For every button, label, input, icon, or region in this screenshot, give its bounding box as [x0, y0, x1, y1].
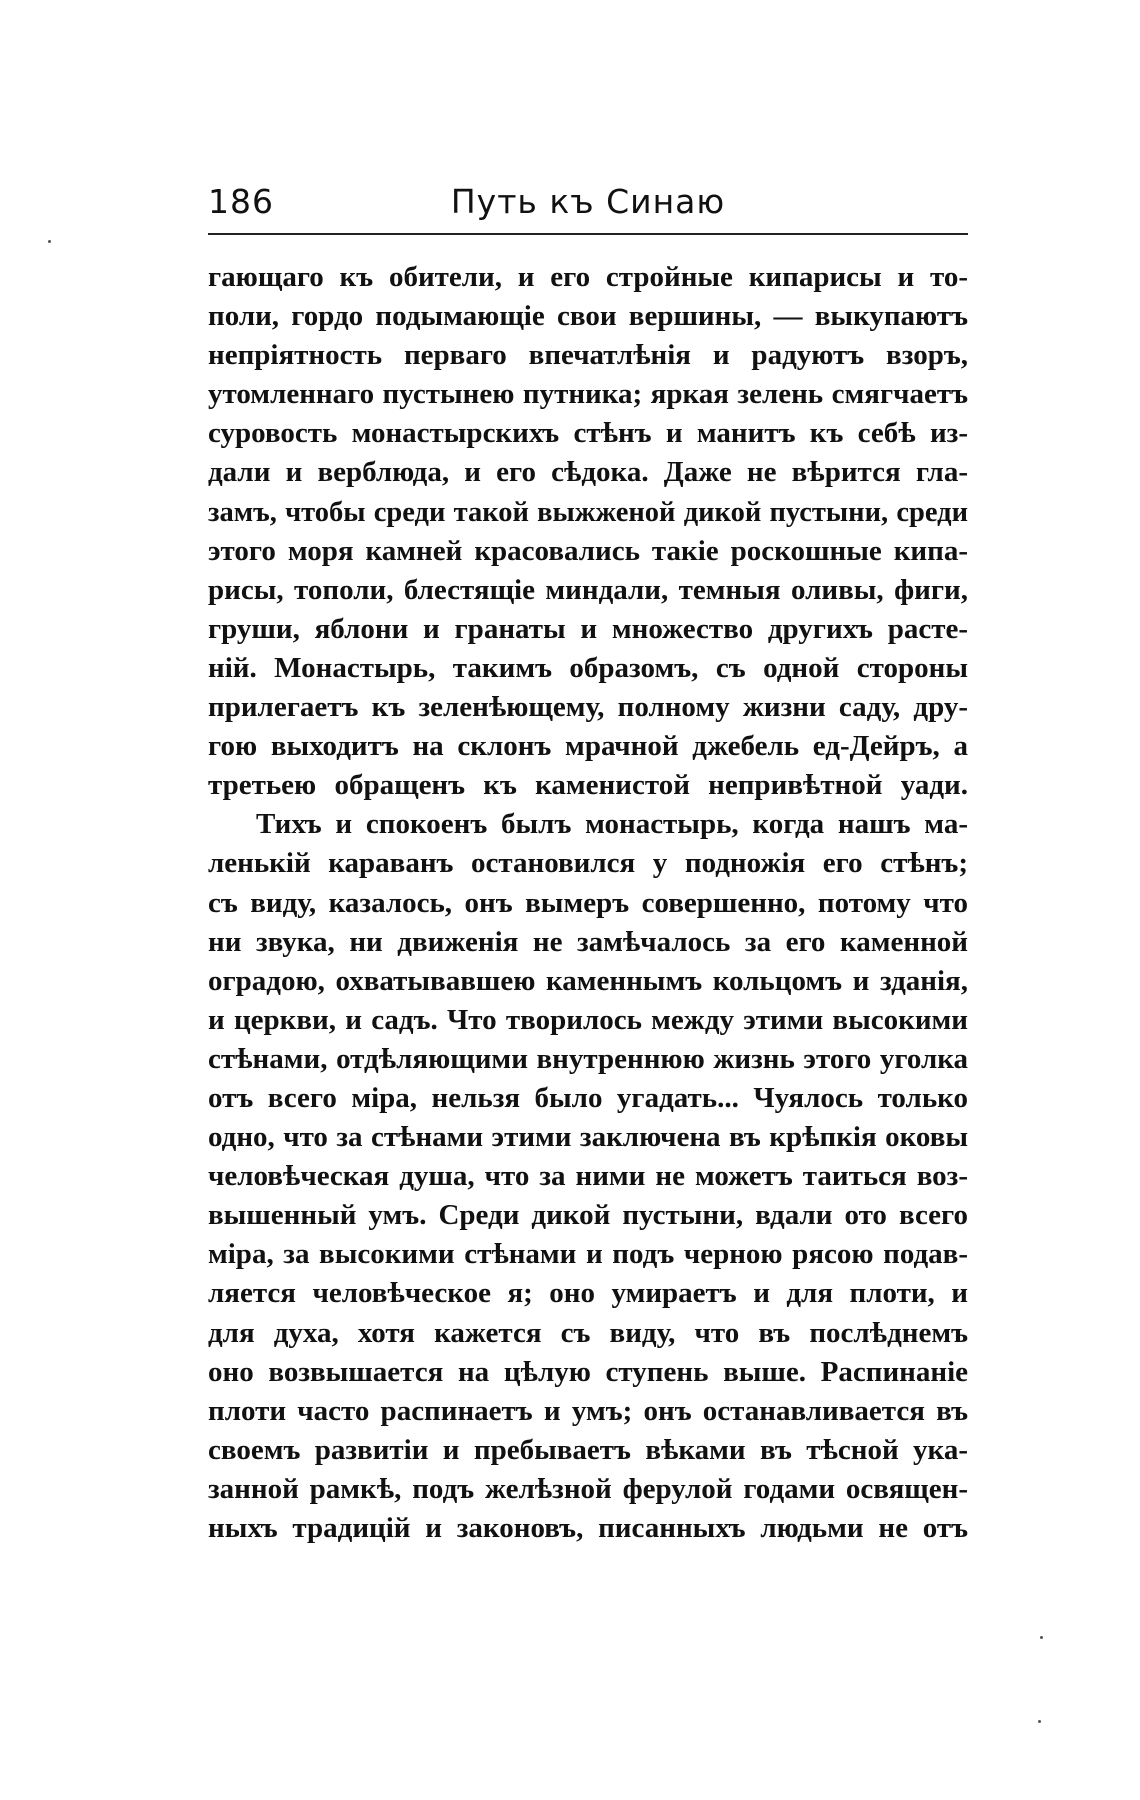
- scan-speck: [1040, 1636, 1043, 1639]
- text-line: утомленнаго пустынею путника; яркая зелень смягчаетъ: [208, 378, 968, 411]
- text-line: ныхъ традицій и законовъ, писанныхъ людьми не отъ: [208, 1512, 968, 1544]
- text-line: вышенный умъ. Среди дикой пустыни, вдали ото всего: [208, 1199, 968, 1232]
- text-line: стѣнами, отдѣляющими внутреннюю жизнь этого уголка: [208, 1042, 968, 1075]
- text-line: оградою, охватывавшею каменнымъ кольцомъ и зданія,: [208, 964, 968, 997]
- running-title: Путь къ Синаю: [450, 182, 726, 221]
- paragraph-2: [208, 805, 968, 1548]
- text-line: оно возвышается на цѣлую ступень выше. Распинаніе: [208, 1355, 968, 1388]
- text-line: этого моря камней красовались такіе роскошные кипа-: [208, 534, 968, 567]
- text-line: для духа, хотя кажется съ виду, что въ послѣднемъ: [208, 1316, 968, 1349]
- text-line: міра, за высокими стѣнами и подъ черною рясою подав-: [208, 1238, 968, 1271]
- page-header: [208, 180, 968, 232]
- scan-speck: [1038, 1720, 1041, 1723]
- page-number: 186: [208, 182, 274, 221]
- text-line: поли, гордо подымающіе свои вершины, — выкупаютъ: [208, 300, 968, 333]
- text-line: прилегаетъ къ зеленѣющему, полному жизни саду, дру-: [208, 691, 968, 724]
- text-line: рисы, тополи, блестящіе миндали, темныя оливы, фиги,: [208, 573, 968, 606]
- text-line: отъ всего міра, нельзя было угадать... Чуялось только: [208, 1081, 968, 1114]
- text-line: непріятность перваго впечатлѣнія и радуютъ взоръ,: [208, 339, 968, 372]
- text-line: ляется человѣческое я; оно умираетъ и для плоти, и: [208, 1277, 968, 1310]
- text-line: третьею обращенъ къ каменистой непривѣтной уади.: [208, 769, 968, 802]
- body-text: [208, 258, 968, 1548]
- text-line: своемъ развитіи и пребываетъ вѣками въ тѣсной ука-: [208, 1433, 968, 1466]
- text-line: одно, что за стѣнами этими заключена въ крѣпкія оковы: [208, 1121, 968, 1154]
- text-line: и церкви, и садъ. Что творилось между этими высокими: [208, 1003, 968, 1036]
- text-line: занной рамкѣ, подъ желѣзной ферулой годами освящен-: [208, 1472, 968, 1505]
- text-line: груши, яблони и гранаты и множество другихъ расте-: [208, 612, 968, 645]
- text-line: дали и верблюда, и его сѣдока. Даже не вѣрится гла-: [208, 456, 968, 489]
- text-line: гою выходитъ на склонъ мрачной джебель ед-Дейръ, а: [208, 730, 968, 763]
- text-line: человѣческая душа, что за ними не можетъ таиться воз-: [208, 1160, 968, 1193]
- text-line: ни звука, ни движенія не замѣчалось за его каменной: [208, 925, 968, 958]
- text-line: плоти часто распинаетъ и умъ; онъ останавливается въ: [208, 1394, 968, 1427]
- text-line: ленькій караванъ остановился у подножія его стѣнъ;: [208, 847, 968, 880]
- text-line: ній. Монастырь, такимъ образомъ, съ одной стороны: [208, 651, 968, 684]
- text-line: Тихъ и спокоенъ былъ монастырь, когда нашъ ма-: [256, 808, 968, 841]
- header-rule: [208, 233, 968, 235]
- text-line: замъ, чтобы среди такой выжженой дикой пустыни, среди: [208, 496, 968, 528]
- scan-speck: [48, 240, 51, 243]
- text-line: гающаго къ обители, и его стройные кипарисы и то-: [208, 261, 968, 293]
- paragraph-1: [208, 258, 968, 805]
- text-line: съ виду, казалось, онъ вымеръ совершенно, потому что: [208, 886, 968, 919]
- text-line: суровость монастырскихъ стѣнъ и манитъ къ себѣ из-: [208, 417, 968, 450]
